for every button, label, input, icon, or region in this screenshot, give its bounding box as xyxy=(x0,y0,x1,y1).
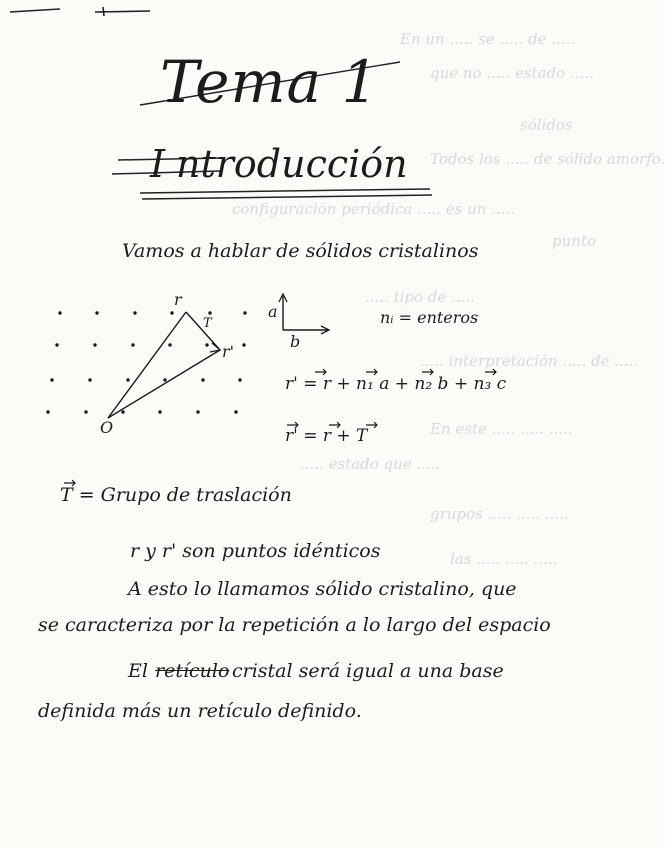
bleed-through-line: Todos los ..... de sólido amorfo. xyxy=(430,150,665,168)
paragraph-line: A esto lo llamamos sólido cristalino, que xyxy=(128,578,517,600)
struck-word: retículo xyxy=(155,660,230,682)
definition-line: T = Grupo de traslación xyxy=(60,484,292,506)
vector-r xyxy=(108,312,186,418)
bleed-through-line: ..... interpretación ..... de ..... xyxy=(420,352,639,370)
label-origin: O xyxy=(100,418,114,437)
paragraph-line: definida más un retículo definido. xyxy=(38,700,362,722)
equation-translation-group: r' = r + T xyxy=(285,426,368,446)
identical-points-line: r y r' son puntos idénticos xyxy=(130,540,381,562)
bleed-through-line: sólidos xyxy=(520,116,573,134)
subtitle-underline xyxy=(140,189,430,193)
bleed-through-line: ..... tipo de ..... xyxy=(365,288,475,306)
intro-line: Vamos a hablar de sólidos cristalinos xyxy=(122,240,479,262)
section-title: ntroducción xyxy=(176,142,408,186)
bleed-through-line: punto xyxy=(552,232,596,250)
bleed-through-line: configuración periódica ..... es un ..... xyxy=(232,200,516,218)
lattice-dots xyxy=(46,311,246,413)
paragraph-line: cristal será igual a una base xyxy=(232,660,504,682)
page-title: Tema 1 xyxy=(160,48,380,116)
label-r: r xyxy=(174,290,182,309)
bleed-through-line: En este ..... ..... ..... xyxy=(430,420,573,438)
bleed-through-line: las ..... ..... ..... xyxy=(450,550,558,568)
bleed-through-line: grupos ..... ..... ..... xyxy=(430,505,569,523)
margin-scribble xyxy=(95,7,150,16)
label-T: T xyxy=(203,316,212,331)
label-b: b xyxy=(290,332,301,351)
paragraph-line: se caracteriza por la repetición a lo largo del espacio xyxy=(38,614,551,636)
subtitle-underline xyxy=(142,195,432,199)
label-r-prime: r' xyxy=(222,342,235,361)
integer-note: nᵢ = enteros xyxy=(380,308,479,327)
bleed-through-line: que no ..... estado ..... xyxy=(430,64,594,82)
section-numeral: I xyxy=(150,142,166,186)
margin-scribble xyxy=(10,9,60,12)
paragraph-line-el: El xyxy=(128,660,148,682)
bleed-through-line: En un ..... se ..... de ..... xyxy=(400,30,576,48)
bleed-through-line: ..... estado que ..... xyxy=(300,455,441,473)
label-a: a xyxy=(268,302,278,321)
vector-r-prime xyxy=(108,350,220,418)
equation-lattice-translation: r' = r + n₁ a + n₂ b + n₃ c xyxy=(285,374,507,394)
